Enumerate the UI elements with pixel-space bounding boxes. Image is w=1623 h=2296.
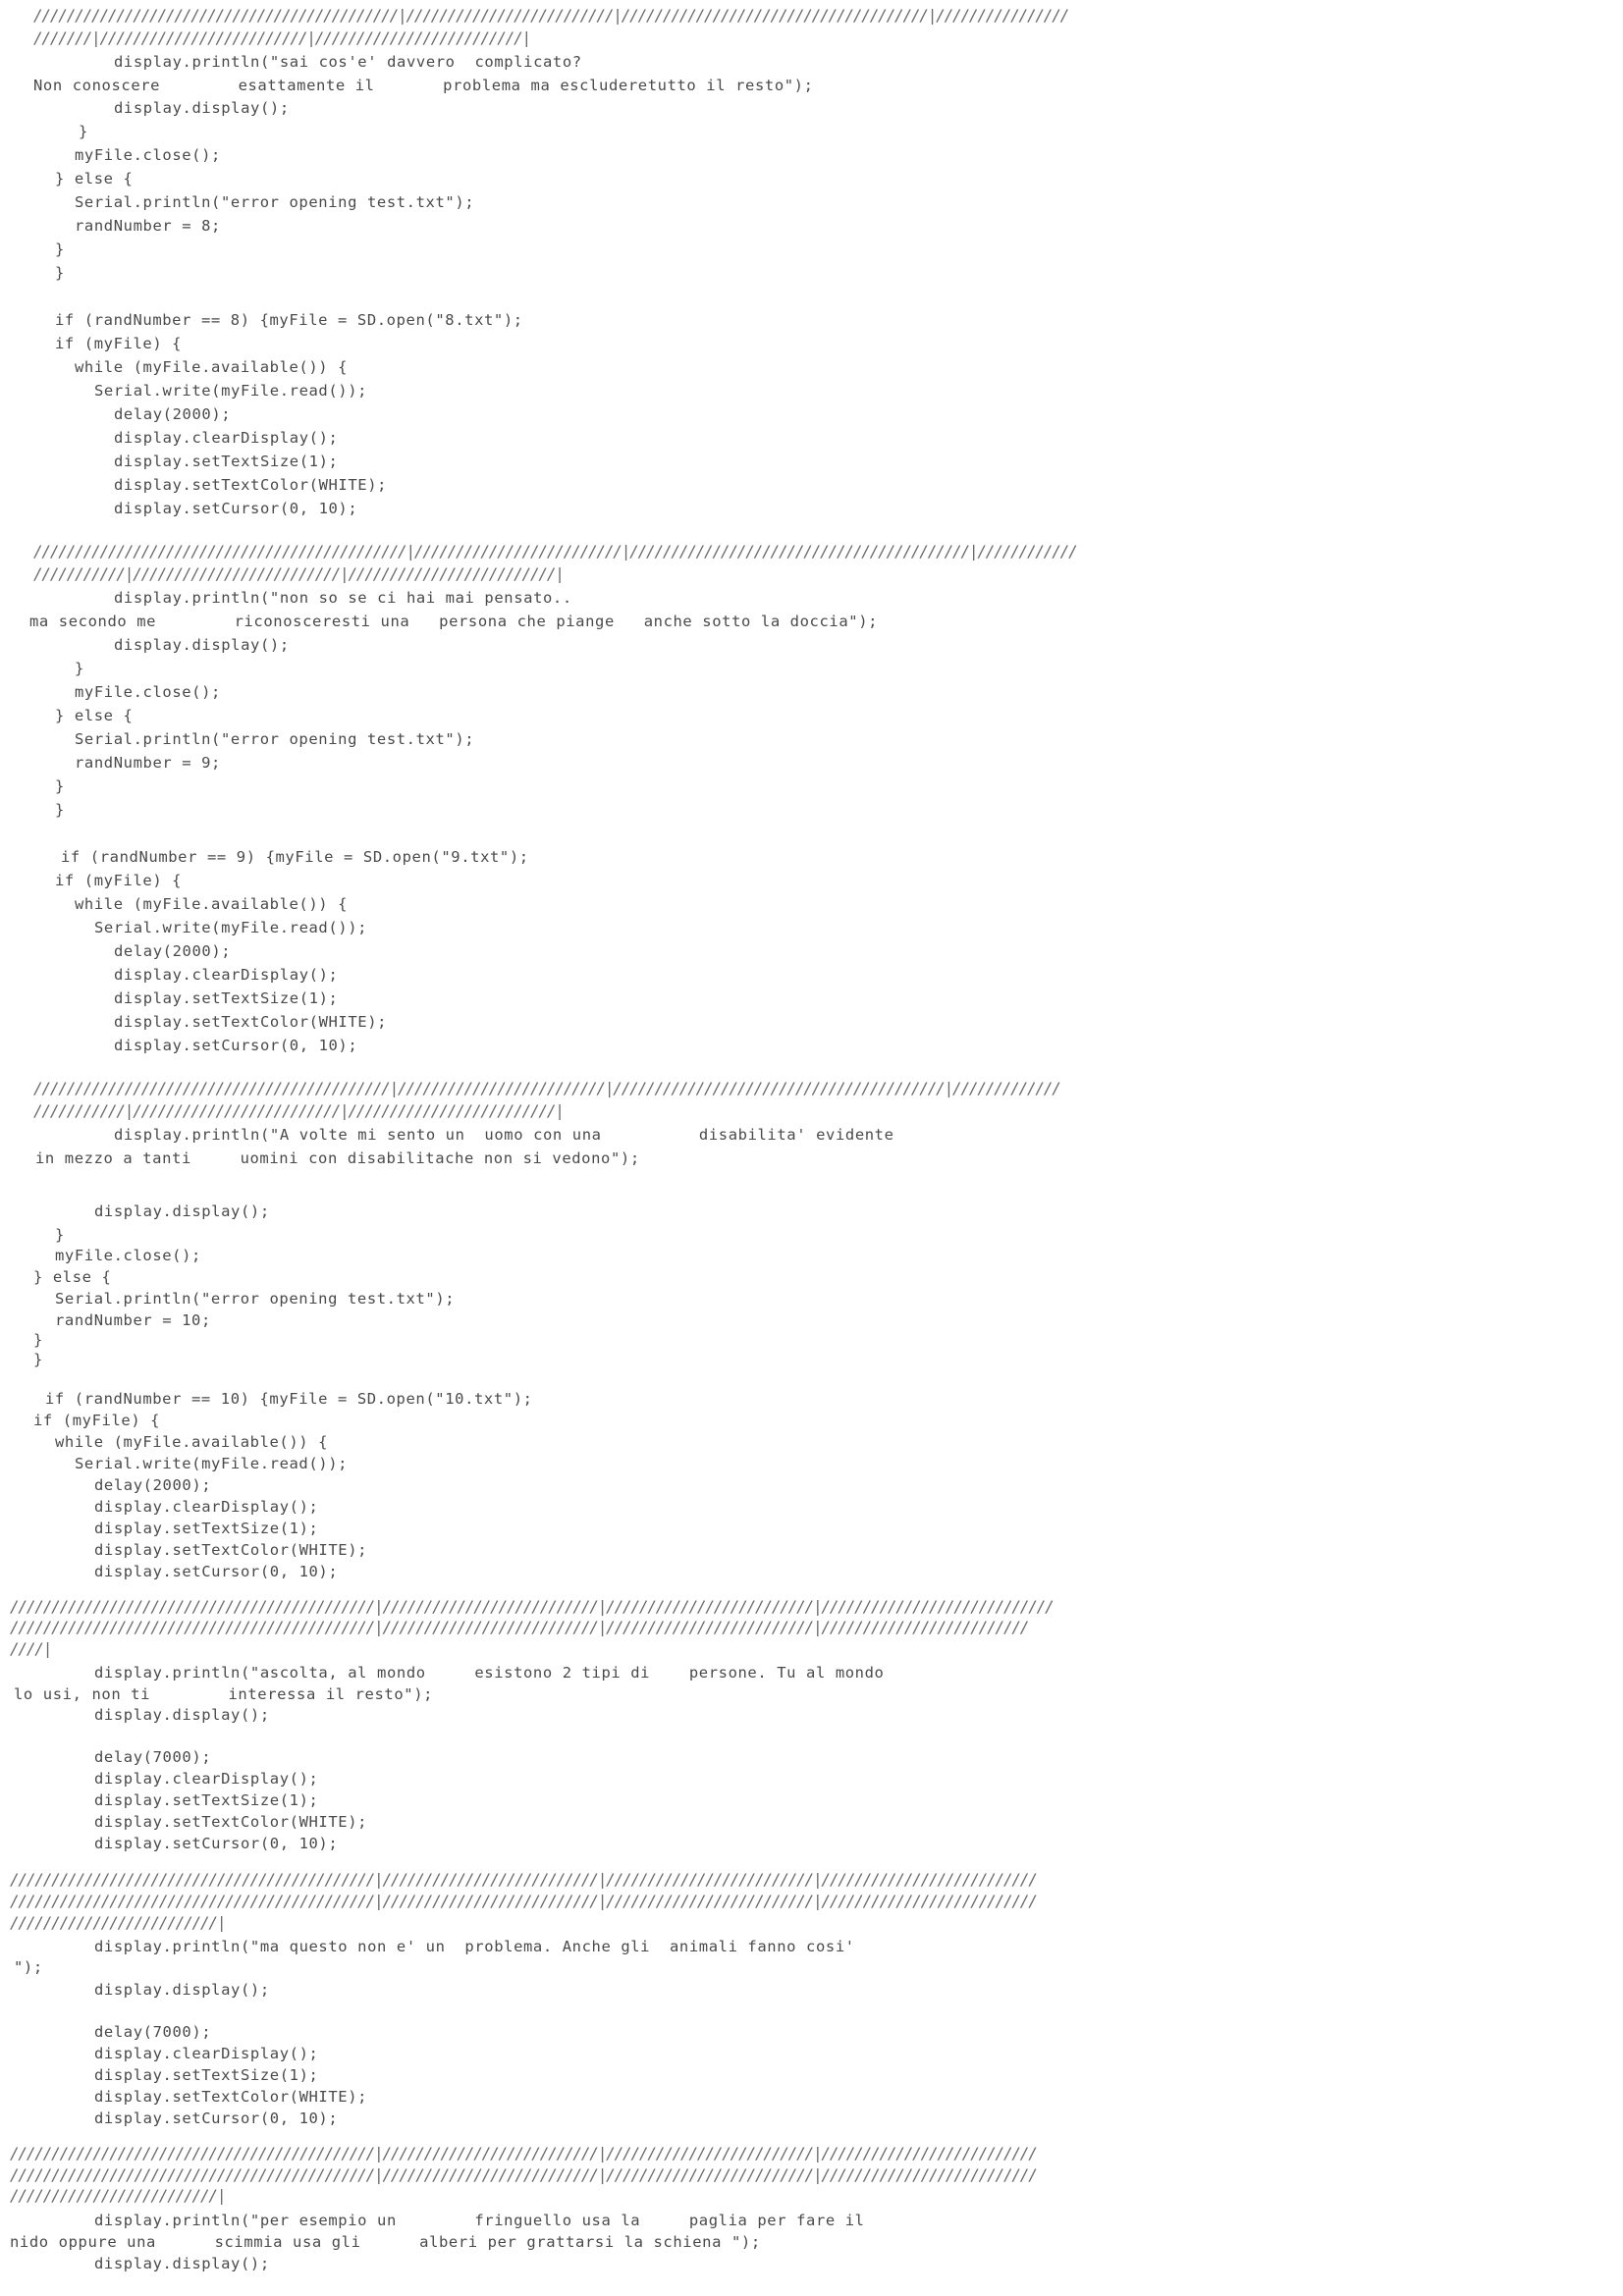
comment-separator-line: ////////////////////////////////////////////|//////////////////////////|/////////////////////////|////////////////////////// [10,1892,1037,1910]
comment-separator-line: ///////////////////////////////////////////|/////////////////////////|////////////////////////////////////////|///////////// [33,1079,1060,1097]
code-line: display.display(); [94,2255,270,2272]
code-line: display.display(); [114,99,290,117]
code-line: display.clearDisplay(); [94,1498,319,1516]
code-line: randNumber = 10; [55,1311,211,1329]
code-line: display.setTextColor(WHITE); [114,476,388,494]
code-line: delay(2000); [114,942,232,960]
code-line: display.setTextColor(WHITE); [94,2088,368,2106]
code-line: delay(7000); [94,1748,212,1766]
code-line: } else { [55,707,134,724]
comment-separator-line: ////////////////////////////////////////////|//////////////////////////|/////////////////////////|////////////////////////// [10,2165,1037,2184]
code-line: Serial.println("error opening test.txt"); [55,1290,456,1308]
code-line: } [55,240,65,258]
code-line: delay(2000); [114,405,232,423]
code-line: in mezzo a tanti uomini con disabilitache non si vedono"); [35,1149,640,1167]
comment-separator-line: ////////////////////////////////////////////|/////////////////////////|/////////////////////////////////////|//////////////// [33,6,1069,25]
code-line: display.clearDisplay(); [114,966,339,984]
code-line: display.display(); [114,636,290,654]
code-line: Serial.println("error opening test.txt"); [75,193,475,211]
code-line: display.println("A volte mi sento un uomo con una disabilita' evidente [114,1126,894,1144]
code-line: display.setTextSize(1); [114,989,339,1007]
code-line: display.setCursor(0, 10); [114,1037,358,1054]
code-line: } [79,123,88,140]
comment-separator-line: ////////////////////////////////////////////|//////////////////////////|/////////////////////////|///////////////////////// [10,1618,1029,1636]
code-line: } else { [55,170,134,187]
code-line: if (myFile) { [33,1412,161,1429]
code-line: myFile.close(); [75,146,221,164]
comment-separator-line: ////////////////////////////////////////////|//////////////////////////|/////////////////////////|//////////////////////////// [10,1597,1054,1616]
comment-separator-line: /////////////////////////////////////////////|/////////////////////////|/////////////////////////////////////////|//////////// [33,542,1077,561]
code-line: } [33,1351,43,1368]
code-line: display.println("non so se ci hai mai pensato.. [114,589,572,607]
code-line: if (randNumber == 10) {myFile = SD.open("10.txt"); [45,1390,533,1408]
code-line: } [55,1226,65,1244]
code-line: display.setCursor(0, 10); [94,1835,339,1852]
code-line: delay(2000); [94,1476,212,1494]
code-line: display.clearDisplay(); [94,1770,319,1788]
comment-separator-line: ///////////|/////////////////////////|/////////////////////////| [33,564,564,583]
code-line: lo usi, non ti interessa il resto"); [14,1685,434,1703]
code-line: myFile.close(); [55,1247,201,1264]
code-line: Serial.write(myFile.read()); [94,382,368,400]
code-line: display.println("ma questo non e' un problema. Anche gli animali fanno cosi' [94,1938,855,1955]
code-line: myFile.close(); [75,683,221,701]
code-line: if (randNumber == 9) {myFile = SD.open("9.txt"); [61,848,529,866]
code-line: display.setCursor(0, 10); [114,500,358,517]
code-line: } [75,660,84,677]
comment-separator-line: /////////////////////////| [10,1913,226,1932]
code-line: randNumber = 8; [75,217,221,235]
code-line: display.display(); [94,1981,270,1999]
code-line: display.display(); [94,1706,270,1724]
code-line: delay(7000); [94,2023,212,2041]
code-line: "); [14,1958,43,1976]
code-line: randNumber = 9; [75,754,221,772]
comment-separator-line: ///////////|/////////////////////////|/////////////////////////| [33,1101,564,1120]
code-line: Serial.println("error opening test.txt"); [75,730,475,748]
code-line: Serial.write(myFile.read()); [94,919,368,936]
code-line: display.display(); [94,1202,270,1220]
code-line: display.setTextColor(WHITE); [94,1541,368,1559]
comment-separator-line: ////////////////////////////////////////////|//////////////////////////|/////////////////////////|////////////////////////// [10,1870,1037,1889]
code-line: } [55,801,65,819]
code-line: } [55,777,65,795]
code-line: display.setTextSize(1); [94,1791,319,1809]
code-line: display.clearDisplay(); [114,429,339,447]
code-line: nido oppure una scimmia usa gli alberi per grattarsi la schiena "); [10,2233,761,2251]
code-line: if (myFile) { [55,335,183,352]
code-line: Serial.write(myFile.read()); [75,1455,349,1472]
code-line: display.println("per esempio un fringuello usa la paglia per fare il [94,2212,865,2229]
code-line: display.setTextSize(1); [94,1520,319,1537]
code-line: display.clearDisplay(); [94,2045,319,2062]
comment-separator-line: ///////|/////////////////////////|/////////////////////////| [33,28,530,47]
code-line: if (randNumber == 8) {myFile = SD.open("8.txt"); [55,311,523,329]
code-line: display.println("ascolta, al mondo esistono 2 tipi di persone. Tu al mondo [94,1664,885,1682]
code-line: while (myFile.available()) { [75,358,349,376]
comment-separator-line: ////| [10,1639,52,1658]
code-line: display.setTextColor(WHITE); [114,1013,388,1031]
code-line: ma secondo me riconosceresti una persona che piange anche sotto la doccia"); [29,613,879,630]
code-line: while (myFile.available()) { [55,1433,329,1451]
code-line: display.setTextSize(1); [114,453,339,470]
comment-separator-line: ////////////////////////////////////////////|//////////////////////////|/////////////////////////|////////////////////////// [10,2144,1037,2163]
comment-separator-line: /////////////////////////| [10,2186,226,2205]
code-line: if (myFile) { [55,872,183,889]
code-line: display.setTextColor(WHITE); [94,1813,368,1831]
code-line: display.setCursor(0, 10); [94,2109,339,2127]
code-line: display.setTextSize(1); [94,2066,319,2084]
code-line: display.println("sai cos'e' davvero complicato? [114,53,582,71]
code-line: while (myFile.available()) { [75,895,349,913]
code-line: Non conoscere esattamente il problema ma escluderetutto il resto"); [33,77,814,94]
code-line: } [55,264,65,282]
code-line: } [33,1331,43,1349]
code-line: display.setCursor(0, 10); [94,1563,339,1580]
code-line: } else { [33,1268,112,1286]
